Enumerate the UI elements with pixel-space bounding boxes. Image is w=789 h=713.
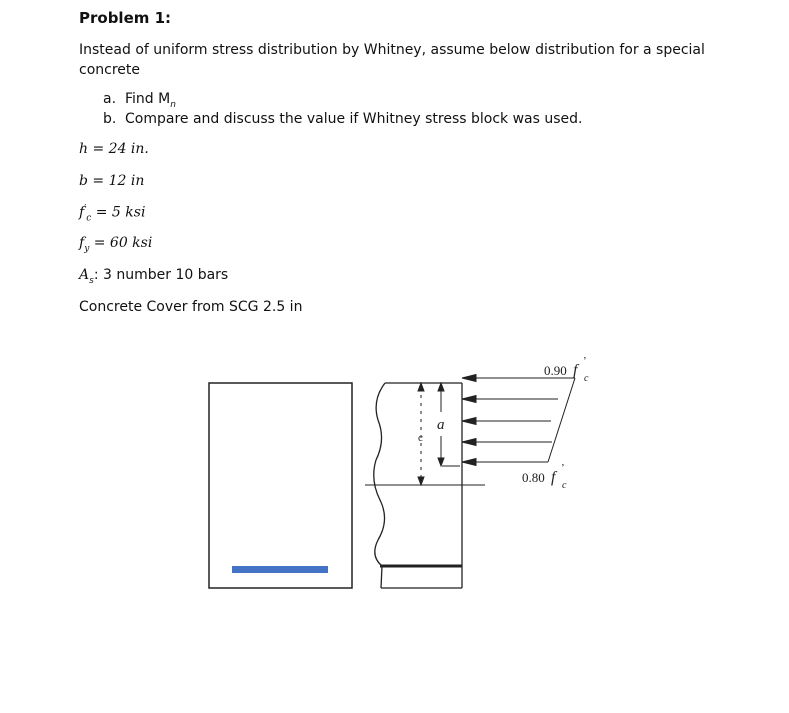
top-stress-coef: 0.90 <box>544 363 567 378</box>
task-b-label: b. <box>103 111 117 127</box>
task-b-text: Compare and discuss the value if Whitney stress block was used. <box>125 111 583 127</box>
given-fc-prime: ′ <box>84 204 87 214</box>
given-fc-symbol: f <box>79 204 85 221</box>
given-as-value: : 3 number 10 bars <box>93 267 229 283</box>
stress-arrow-0-head <box>462 375 476 382</box>
problem-title: Problem 1: <box>79 9 172 27</box>
given-b-value: = 12 in <box>92 173 145 189</box>
label-c: c <box>418 432 423 444</box>
given-fc-subscript: c <box>86 213 92 224</box>
given-h-symbol: h <box>79 141 89 157</box>
dimension-c-arrow-bottom <box>418 477 424 485</box>
bottom-stress-sub: c <box>562 480 567 491</box>
dimension-a-arrow-bottom <box>438 458 444 466</box>
stress-arrow-4-head <box>462 459 476 466</box>
given-fc-value: = 5 ksi <box>95 204 146 221</box>
given-b-symbol: b <box>79 173 88 189</box>
stress-arrow-2-head <box>462 418 476 425</box>
rebar-layer <box>232 566 328 573</box>
given-as-subscript: s <box>89 275 94 286</box>
beam-cross-section <box>209 383 352 588</box>
top-stress-f: f <box>573 362 578 379</box>
label-a: a <box>437 417 445 433</box>
bottom-stress-prime: ’ <box>561 462 565 474</box>
given-fy-value: = 60 ksi <box>93 235 153 251</box>
stress-block <box>462 375 575 466</box>
dimension-c-arrow-top <box>418 383 424 391</box>
problem-intro: Instead of uniform stress distribution by Whitney, assume below distribution for a special concrete <box>79 42 705 78</box>
given-fy-symbol: f <box>79 235 85 251</box>
top-stress-label <box>544 355 589 384</box>
stress-arrow-1-head <box>462 396 476 403</box>
given-cover: Concrete Cover from SCG 2.5 in <box>79 299 303 315</box>
top-stress-sub: c <box>584 373 589 384</box>
bottom-stress-coef: 0.80 <box>522 470 545 485</box>
task-a-text: Find M <box>125 91 171 107</box>
dimension-a-arrow-top <box>438 383 444 391</box>
task-a-label: a. <box>103 91 117 107</box>
given-h-value: = 24 in. <box>92 141 149 157</box>
top-stress-prime: ’ <box>583 355 587 367</box>
stress-arrow-3-head <box>462 439 476 446</box>
bottom-stress-f: f <box>551 469 556 486</box>
given-fy-subscript: y <box>84 243 90 254</box>
given-as-symbol: A <box>79 267 90 283</box>
bottom-stress-label <box>522 462 567 491</box>
stress-sloped-edge <box>548 378 575 462</box>
task-a-subscript: n <box>170 99 176 110</box>
